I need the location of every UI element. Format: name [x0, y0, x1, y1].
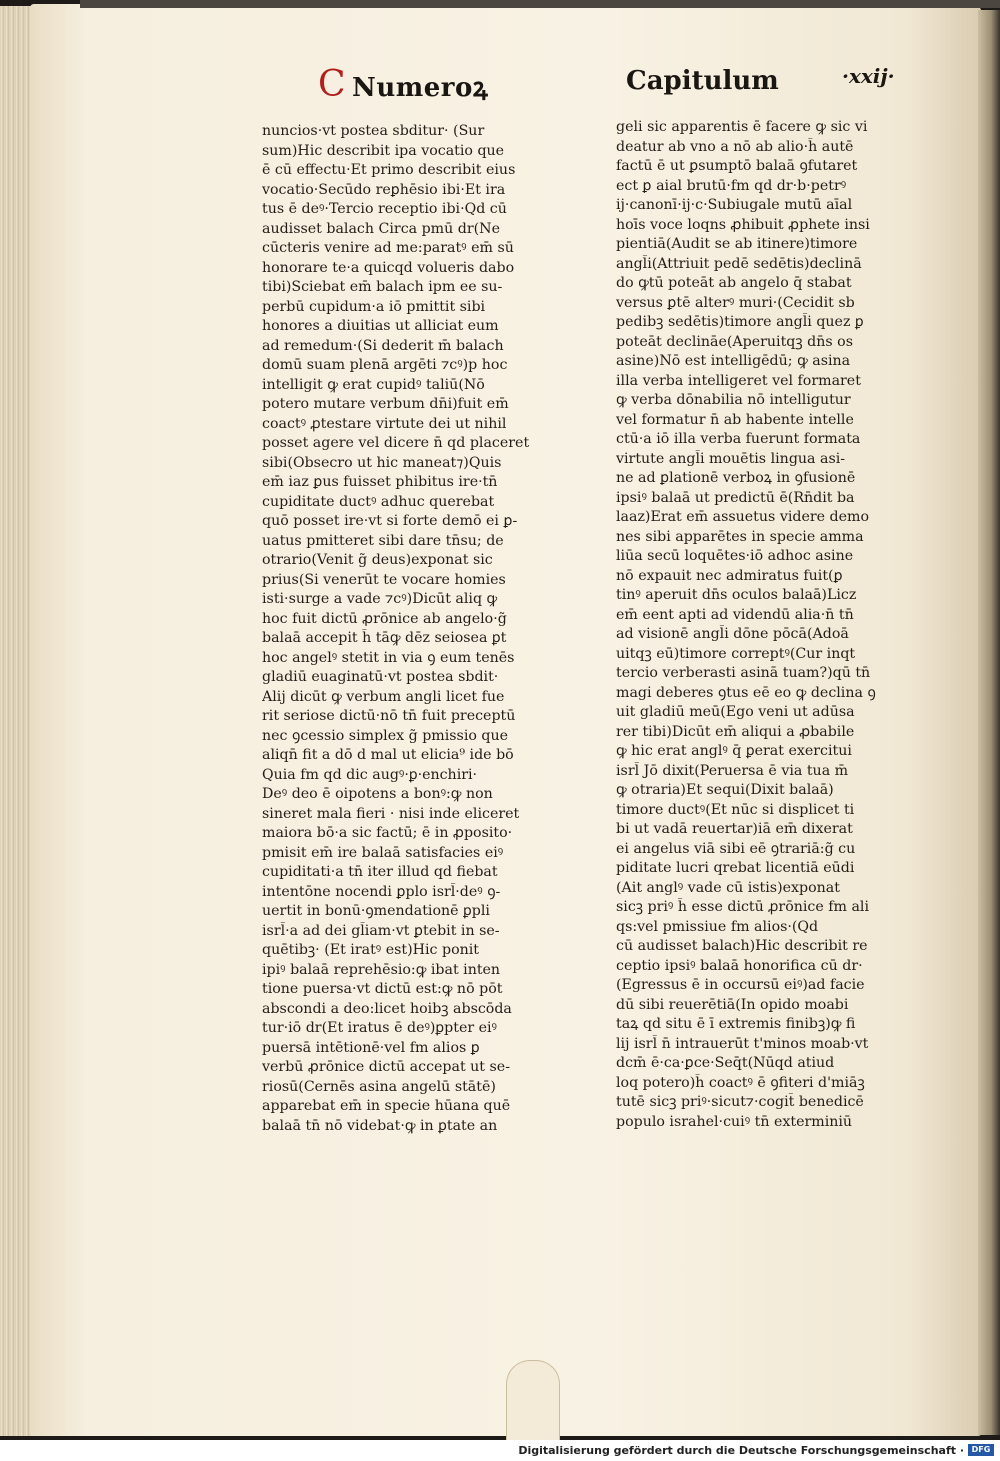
running-head-left-text: Numeroꝝ: [352, 73, 489, 103]
text-line: (Egressus ē in occursū eiꝰ)ad facie: [616, 977, 865, 993]
text-line: illa verba intelligeret vel formaret: [616, 372, 861, 389]
text-line: pedibꝫ sedētis)timore angl̄i quez ꝑ: [616, 314, 864, 330]
text-line: em̄ iaz ꝑus fuisset phibitus ire·tn̄: [262, 474, 498, 490]
text-line: cupiditate ductꝰ adhuc querebat: [262, 493, 495, 510]
text-line: ē cū effectu·Et primo describit eius: [262, 162, 516, 178]
text-line: uitqꝫ eū)timore correptꝰ(Cur inqt: [616, 645, 856, 662]
text-line: ij·canonī·ij·c·Subiugale mutū aīal: [616, 197, 853, 213]
text-line: apparebat em̄ in specie hūana quē: [262, 1098, 511, 1114]
text-line: sibi(Obsecro ut hic maneat⁊)Quis: [262, 454, 502, 471]
text-line: ꝙ hic erat anglꝰ q̄ ꝑerat exercitui: [616, 743, 852, 759]
text-line: balaā tn̄ nō videbat·ꝙ in ꝑtate an: [262, 1117, 498, 1134]
text-line: Quia fm qd dic augꝰ·ꝑ·enchiri·: [262, 766, 478, 783]
text-line: virtute angl̄i mouētis lingua asi-: [616, 450, 846, 467]
text-line: bi ut vadā reuertar)iā em̄ dixerat: [616, 821, 853, 837]
text-line: hoc fuit dictū ꝓrōnice ab angelo·g̃: [262, 610, 507, 627]
folio-number: ·xxij·: [842, 64, 895, 88]
text-line: nec ꝯcessio simplex g̃ pmissio que: [262, 727, 509, 744]
text-line: ect ꝑ aial brutū·fm qd dr·b·petrꝰ: [616, 177, 847, 194]
text-line: ꝙ verba dōnabilia nō intelligutur: [616, 392, 851, 408]
text-line: tur·iō dr(Et iratus ē deꝰ)ꝑpter eiꝰ: [262, 1020, 497, 1036]
text-line: isrl̄ Jō dixit(Peruersa ē via tua m̄: [616, 762, 849, 779]
text-line: abscondi a deo:licet hoibꝫ abscōda: [262, 1000, 512, 1017]
text-line: liūa secū loquētes·iō adhoc asine: [616, 548, 854, 564]
text-line: ceptio ipsiꝰ balaā honorifica cū dr·: [616, 957, 863, 974]
text-line: deatur ab vno a nō ab alio·h̄ autē: [616, 138, 854, 155]
footer-credit-text: Digitalisierung gefördert durch die Deutsche Forschungsgemeinschaft ·: [518, 1444, 964, 1457]
text-line: laaz)Erat em̄ assuetus videre demo: [616, 509, 870, 525]
text-line: Alij dicūt ꝙ verbum angli licet fue: [262, 688, 505, 705]
text-line: dū sibi reuerētiā(In opido moabi: [616, 996, 849, 1013]
text-line: aliqn̄ fit a dō d mal ut elicia⁹ ide bō: [262, 747, 514, 763]
text-line: riosū(Cernēs asina angelū stātē): [262, 1078, 496, 1095]
text-line: ne ad ꝑlationē verboꝝ in ꝯfusionē: [616, 470, 856, 486]
text-line: uit gladiū meū(Ego veni ut adūsa: [616, 704, 855, 720]
text-line: quō posset ire·vt si forte demō ei ꝑ-: [262, 513, 518, 529]
text-line: ctū·a iō illa verba fuerunt formata: [616, 431, 861, 447]
text-line: hoc angelꝰ stetit in via ꝯ eum tenēs: [262, 649, 515, 666]
text-line: gladiū euaginatū·vt postea sbdit·: [262, 669, 499, 685]
text-line: versus ꝑtē alterꝰ muri·(Cecidit sb: [616, 294, 855, 311]
text-line: tibi)Sciebat em̄ balach ipm ee su-: [262, 279, 503, 295]
running-head-left: [318, 64, 488, 105]
text-line: cūcteris venire ad me:paratꝰ em̄ sū: [262, 240, 514, 256]
text-line: honores a diuitias ut alliciat eum: [262, 318, 499, 334]
text-line: balaā accepit h̄ tāꝙ dēz seiosea ꝑt: [262, 630, 507, 646]
text-line: ad remedum·(Si dederit m̄ balach: [262, 337, 504, 354]
text-line: rit seriose dictū·nō tn̄ fuit preceptū: [262, 708, 516, 724]
text-line: uatus pmitteret sibi dare tn̄su; de: [262, 532, 504, 549]
footer-credit-bar: [0, 1440, 1000, 1461]
text-line: (Ait anglꝰ vade cū istis)exponat: [616, 879, 840, 896]
text-line: cupiditati·a tn̄ iter illud qd fiebat: [262, 864, 498, 880]
text-line: maiora bō·a sic factū; ē in ꝓposito·: [262, 825, 513, 841]
text-line: nes sibi apparētes in specie amma: [616, 528, 864, 545]
text-line: posset agere vel dicere n̄ qd placeret: [262, 435, 530, 451]
text-line: audisset balach Circa pmū dr(Ne: [262, 220, 500, 237]
text-line: otrario(Venit g̃ deus)exponat sic: [262, 552, 493, 568]
text-column-left: [262, 122, 552, 1136]
text-line: ipiꝰ balaā reprehēsio:ꝙ ibat inten: [262, 961, 501, 978]
text-line: tus ē deꝰ·Tercio receptio ibi·Qd cū: [262, 201, 507, 217]
text-line: timore ductꝰ(Et nūc si displicet ti: [616, 801, 855, 818]
text-line: uertit in bonū·ꝯmendationē ꝑpli: [262, 903, 490, 919]
text-line: vel formatur n̄ ab habente intelle: [616, 411, 854, 428]
text-line: puersā intētionē·vel fm alios ꝑ: [262, 1039, 480, 1056]
text-line: Deꝰ deo ē oipotens a bonꝰ:ꝙ non: [262, 786, 493, 802]
text-line: do ꝙtū poteāt ab angelo q̄ stabat: [616, 275, 852, 291]
text-line: tutē sicꝫ priꝰ·sicut⁊·cogit̄ benedicē: [616, 1094, 864, 1110]
text-line: hoīs voce loqns ꝓhibuit ꝓphete insi: [616, 216, 870, 233]
text-line: populo israhel·cuiꝰ tn̄ exterminiū: [616, 1113, 853, 1130]
text-line: pmisit em̄ ire balaā satisfacies eiꝰ: [262, 844, 504, 861]
dfg-logo: DFG: [968, 1444, 994, 1456]
text-line: factū ē ut ꝑsumptō balaā ꝯfutaret: [616, 158, 858, 174]
text-line: ꝙ otraria)Et sequi(Dixit balaā): [616, 782, 834, 798]
text-line: quētibꝫ· (Et iratꝰ est)Hic ponit: [262, 942, 479, 958]
text-line: ipsiꝰ balaā ut predictū ē(Rn̄dit ba: [616, 489, 855, 506]
text-line: domū suam plenā argēti ⁊cꝰ)p hoc: [262, 357, 508, 373]
book-right-edge: [978, 10, 1000, 1435]
text-line: asine)Nō est intelligēdū; ꝙ asina: [616, 353, 851, 369]
text-line: geli sic apparentis ē facere ꝙ sic vi: [616, 119, 868, 135]
text-line: pientiā(Audit se ab itinere)timore: [616, 236, 858, 252]
text-line: nuncios·vt postea sbditur· (Sur: [262, 123, 485, 139]
text-line: verbū ꝓrōnice dictū accepat ut se-: [262, 1059, 510, 1075]
text-line: intentōne nocendi ꝑplo isrl̄·deꝰ ꝯ-: [262, 883, 501, 900]
text-line: sum)Hic describit ipa vocatio que: [262, 142, 505, 159]
text-column-right: [616, 118, 912, 1132]
text-line: honorare te·a quicqd volueris dabo: [262, 259, 515, 276]
text-line: isti·surge a vade ⁊cꝰ)Dicūt aliq ꝙ: [262, 591, 498, 607]
text-line: sicꝫ priꝰ h̄ esse dictū ꝓrōnice fm ali: [616, 899, 870, 915]
text-line: tercio verberasti asinā tuam?)qū tn̄: [616, 665, 871, 681]
text-line: lij isrl̄ n̄ intrauerūt t'minos moab·vt: [616, 1035, 869, 1052]
text-line: sineret mala fieri · nisi inde eliceret: [262, 805, 520, 822]
text-line: intelligit ꝙ erat cupidꝰ taliū(Nō: [262, 376, 485, 393]
text-line: angl̄i(Attriuit pedē sedētis)declinā: [616, 255, 862, 272]
running-head-right: Capitulum: [626, 66, 779, 96]
text-line: taꝝ qd situ ē ī extremis finibꝫ)ꝙ fi: [616, 1016, 856, 1032]
text-line: em̄ eent apti ad videndū alia·n̄ tn̄: [616, 606, 854, 623]
text-line: ei angelus viā sibi eē ꝯtrariā:g̃ cu: [616, 840, 856, 857]
text-line: isrl̄·a ad dei gl̄iam·vt ꝑtebit in se-: [262, 922, 500, 939]
text-line: dcm̄ ē·ca·ꝑce·Seq̄t(Nūqd atiud: [616, 1055, 835, 1071]
text-line: tinꝰ aperuit dn̄s oculos balaā)Licz: [616, 587, 857, 603]
text-line: nō expauit nec admiratus fuit(ꝑ: [616, 567, 843, 584]
text-line: rer tibi)Dicūt em̄ aliqui a ꝓbabile: [616, 723, 855, 740]
text-line: vocatio·Secūdo reꝑhēsio ibi·Et ira: [262, 181, 506, 198]
text-line: magi̇ deberes ꝯtus eē eo ꝙ declina ꝯ: [616, 684, 876, 701]
book-cover-edge: [80, 0, 1000, 8]
thumb-notch: [506, 1360, 560, 1440]
text-line: piditate lucri qrebat licentiā eūdi: [616, 860, 855, 876]
text-line: coactꝰ ꝓtestare virtute dei ut nihil: [262, 415, 507, 432]
text-line: loq potero)h̄ coactꝰ ē ꝯfiteri d'miāꝫ: [616, 1074, 865, 1091]
rubric-paragraph-mark: C: [318, 64, 347, 105]
text-line: tione puersa·vt dictū est:ꝙ nō pōt: [262, 981, 503, 997]
text-line: prius(Si venerūt te vocare homies: [262, 571, 506, 588]
text-line: poteāt declināe(Aperuitqꝫ dn̄s os: [616, 333, 853, 350]
text-line: perbū cupidum·a iō pmittit sibi: [262, 298, 486, 315]
text-line: potero mutare verbum dn̄i)fuit em̄: [262, 396, 509, 412]
text-line: qs:vel pmissiue fm alios·(Qd: [616, 918, 819, 935]
text-line: cū audisset balach)Hic describit re: [616, 938, 868, 954]
book-page-edges: [0, 6, 34, 1436]
text-line: ad visionē angl̄i dōne pōcā(Adoā: [616, 626, 849, 642]
